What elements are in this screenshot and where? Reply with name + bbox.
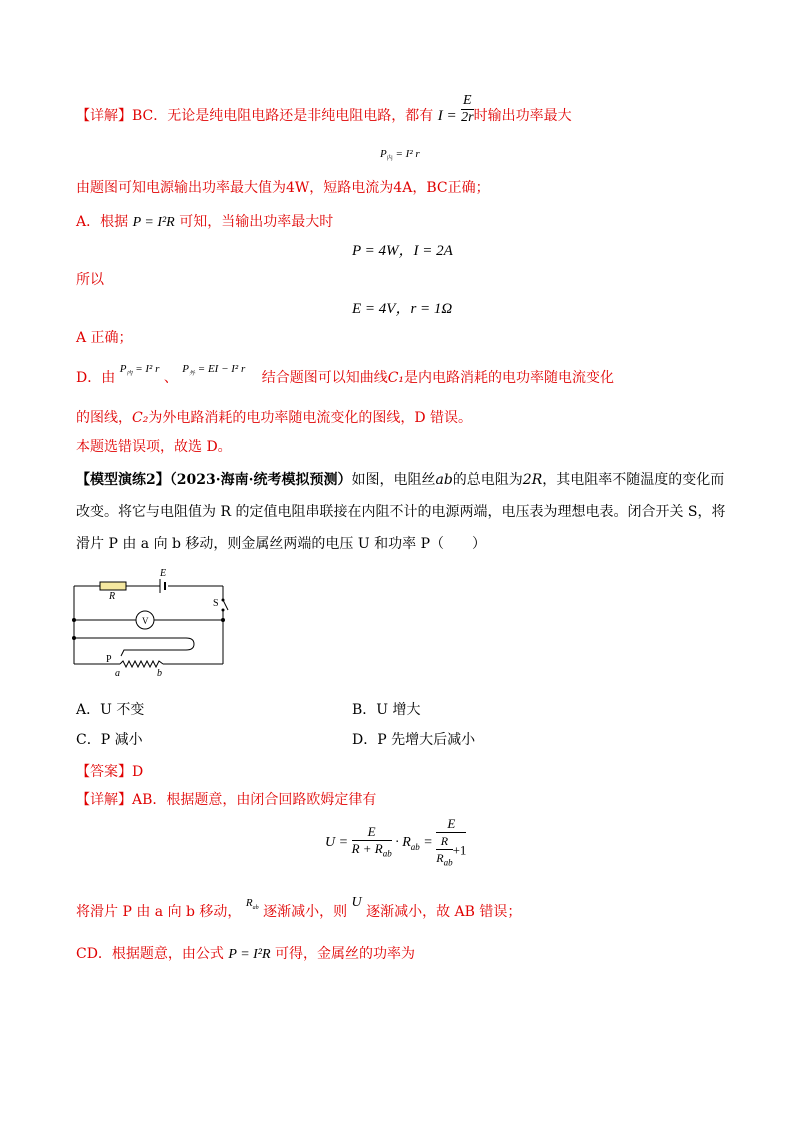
label-r: R	[109, 591, 116, 602]
detail-bracket: 【详解】	[76, 108, 132, 124]
option-a[interactable]: A．U 不变	[76, 702, 145, 718]
detail-line-1	[76, 92, 572, 126]
formula-i-fraction: $\frac{E}{2r}$	[461, 92, 474, 125]
formula-i-lhs: I =	[437, 108, 457, 124]
junction-right-v	[221, 618, 225, 622]
label-a: a	[115, 668, 120, 678]
line-d1: D．由 $^{P_内 = I^2 r}$ 、 $^{P_外 = EI - I^2 r}$ 结合题图可以知曲线C₁是内电路消耗的电功率随电流变化	[76, 363, 615, 386]
line-cd: CD．根据题意，由公式 P = I²R 可得，金属丝的功率为	[76, 946, 416, 962]
junction-left-v	[72, 618, 76, 622]
label-p: P	[106, 654, 112, 665]
resistor-r	[100, 582, 126, 590]
label-b: b	[157, 668, 162, 678]
question-line-3: 滑片 P 由 a 向 b 移动，则金属丝两端的电压 U 和功率 P（ ）	[76, 536, 486, 552]
switch-pivot	[222, 599, 225, 602]
line-a1: A．根据 P = I²R 可知，当输出功率最大时	[76, 214, 334, 230]
label-e: E	[160, 568, 167, 579]
answer-line: 【答案】D	[76, 764, 144, 780]
rheostat-wire	[120, 661, 163, 667]
option-c[interactable]: C．P 减小	[76, 732, 143, 748]
line-a-correct: A 正确；	[76, 330, 133, 346]
line-bc: 由题图可知电源输出功率最大值为4W，短路电流为4A，BC正确；	[76, 180, 490, 196]
formula-u: U = $\frac{E}{R + R_{ab}}$ · $R_{ab}$ = E $\frac{R}{R_{ab}}$ +1	[325, 816, 467, 868]
option-b[interactable]: B．U 增大	[352, 702, 421, 718]
label-s: S	[213, 598, 219, 609]
junction-left-slider	[72, 636, 76, 640]
formula-pi: P = 4W，I = 2A	[352, 243, 453, 259]
slider-lead	[74, 638, 194, 656]
line-d2: 的图线，C₂为外电路消耗的电功率随电流变化的图线，D 错误。	[76, 410, 473, 426]
label-v: V	[142, 616, 149, 626]
detail-lead: BC．无论是纯电阻电路还是非纯电阻电路，都有	[132, 108, 434, 124]
line-slide: 将滑片 P 由 a 向 b 移动， $^{R_{ab}}$ 逐渐减小，则 U 逐渐减小，故 AB 错误；	[76, 895, 522, 920]
question-tag: 【模型演练2】	[76, 472, 170, 488]
detail-line-2: 【详解】AB．根据题意，由闭合回路欧姆定律有	[76, 792, 377, 808]
formula-p-inner: $P_内 = I^2$ r	[380, 148, 420, 163]
question-line-2: 改变。将它与电阻值为 R 的定值电阻串联接在内阻不计的电源两端，电压表为理想电表。闭合开关 S，将	[76, 504, 726, 520]
formula-er: E = 4V，r = 1Ω	[352, 301, 453, 317]
detail-tail: 时输出功率最大	[473, 108, 572, 124]
switch-blade	[223, 600, 228, 610]
switch-contact	[222, 609, 225, 612]
line-suoyi: 所以	[76, 272, 104, 288]
question-source: （2023·海南·统考模拟预测）	[169, 472, 352, 488]
question-line-1: 【模型演练2】（2023·海南·统考模拟预测）如图，电阻丝ab的总电阻为2R，其电阻率不随温度的变化而	[76, 472, 725, 488]
option-d[interactable]: D．P 先增大后减小	[352, 732, 476, 748]
circuit-diagram	[68, 568, 238, 678]
line-conclusion: 本题选错误项，故选 D。	[76, 439, 232, 455]
